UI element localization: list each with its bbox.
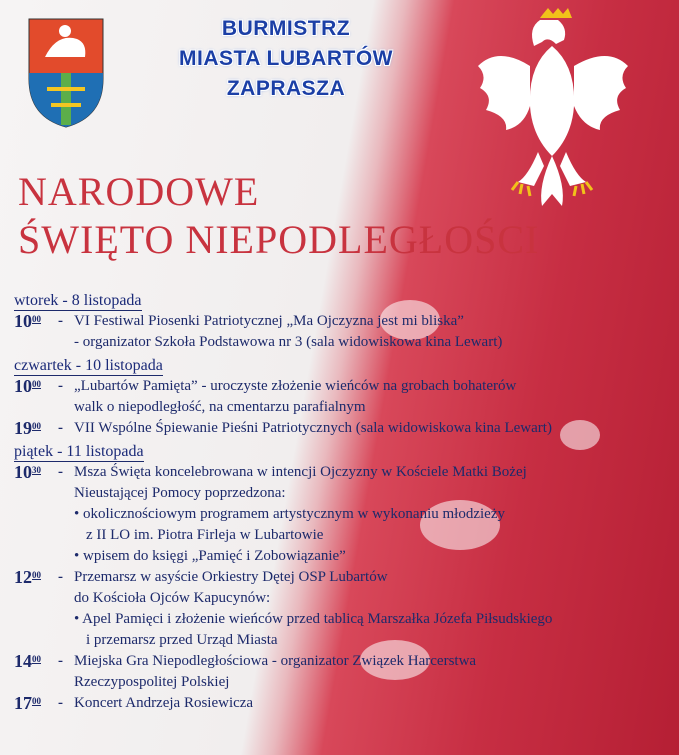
event-text-continued: - organizator Szkoła Podstawowa nr 3 (sala widowiskowa kina Lewart): [74, 334, 503, 350]
event-time: $14^{00}$: [14, 651, 41, 671]
day-heading: piątek - 11 listopada: [14, 443, 144, 460]
event-text-continued: Nieustającej Pomocy poprzedzona:: [74, 485, 286, 501]
header-line-1: BURMISTRZ: [221, 17, 351, 40]
event-time: $19^{00}$: [14, 418, 41, 438]
title-line-1: NARODOWE: [18, 169, 260, 214]
event-bullet-continued: i przemarsz przed Urząd Miasta: [86, 632, 278, 648]
day-heading: czwartek - 10 listopada: [14, 357, 163, 374]
event-time: $10^{30}$: [14, 462, 41, 482]
event-bullet: • Apel Pamięci i złożenie wieńców przed tablicą Marszałka Józefa Piłsudskiego: [74, 611, 553, 627]
event-bullet-continued: z II LO im. Piotra Firleja w Lubartowie: [86, 527, 324, 543]
event-text: „Lubartów Pamięta” - uroczyste złożenie wieńców na grobach bohaterów: [74, 378, 517, 394]
event-time: $12^{00}$: [14, 567, 41, 587]
header-line-2: MIASTA LUBARTÓW: [179, 47, 393, 70]
event-time: $17^{00}$: [14, 693, 41, 713]
event-text: Msza Święta koncelebrowana w intencji Ojczyzny w Kościele Matki Bożej: [74, 464, 527, 480]
event-row: $10^{00}$ - „Lubartów Pamięta” - uroczyste złożenie wieńców na grobach bohaterów: [14, 376, 674, 397]
header-invitation: [150, 14, 422, 104]
event-bullet: • okolicznościowym programem artystycznym w wykonaniu młodzieży: [74, 506, 505, 522]
event-text-continued: walk o niepodległość, na cmentarzu parafialnym: [74, 399, 366, 415]
event-text: Miejska Gra Niepodległościowa - organizator Związek Harcerstwa: [74, 653, 477, 669]
event-text: Przemarsz w asyście Orkiestry Dętej OSP Lubartów: [74, 569, 388, 585]
event-text-continued: do Kościoła Ojców Kapucynów:: [74, 590, 271, 606]
event-row: $19^{00}$ - VII Wspólne Śpiewanie Pieśni Patriotycznych (sala widowiskowa kina Lewart): [14, 418, 674, 439]
coat-of-arms-icon: [27, 17, 105, 129]
event-row: $12^{00}$ - Przemarsz w asyście Orkiestry Dętej OSP Lubartów: [14, 567, 674, 588]
event-text: VI Festiwal Piosenki Patriotycznej „Ma Ojczyzna jest mi bliska”: [74, 313, 464, 329]
event-row: $10^{30}$ - Msza Święta koncelebrowana w intencji Ojczyzny w Kościele Matki Bożej: [14, 462, 674, 483]
event-row: $10^{00}$ - VI Festiwal Piosenki Patriotycznej „Ma Ojczyzna jest mi bliska”: [14, 311, 674, 332]
poster-title: [18, 168, 539, 264]
event-time: $10^{00}$: [14, 376, 41, 396]
header-line-3: ZAPRASZA: [226, 77, 346, 100]
event-bullet: • wpisem do księgi „Pamięć i Zobowiązanie”: [74, 548, 346, 564]
event-row: $17^{00}$ - Koncert Andrzeja Rosiewicza: [14, 693, 674, 714]
event-text-continued: Rzeczypospolitej Polskiej: [74, 674, 230, 690]
title-line-2: ŚWIĘTO NIEPODLEGŁOŚCI: [18, 217, 540, 262]
event-row: $14^{00}$ - Miejska Gra Niepodległościowa - organizator Związek Harcerstwa: [14, 651, 674, 672]
event-text: VII Wspólne Śpiewanie Pieśni Patriotycznych (sala widowiskowa kina Lewart): [74, 420, 552, 436]
day-heading: wtorek - 8 listopada: [14, 292, 142, 309]
event-program: [14, 288, 674, 714]
event-time: $10^{00}$: [14, 311, 41, 331]
event-text: Koncert Andrzeja Rosiewicza: [74, 695, 254, 711]
